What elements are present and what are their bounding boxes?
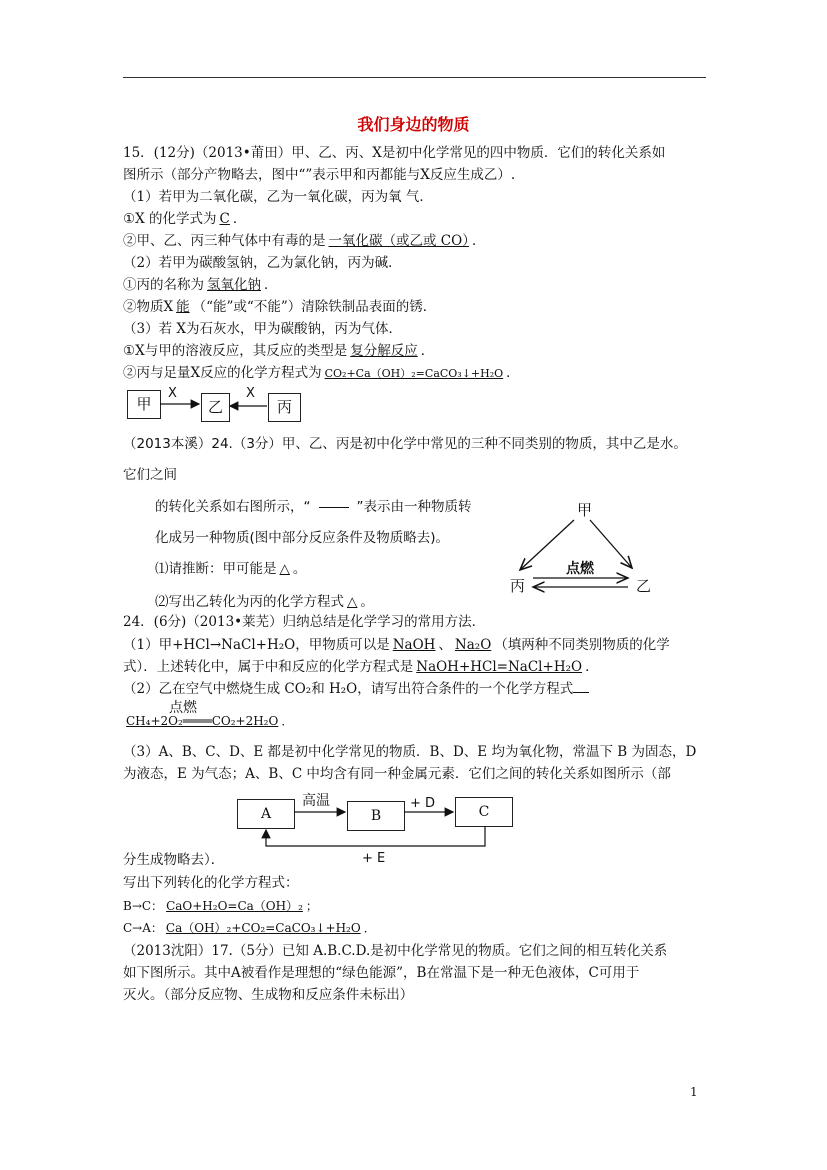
- tri-top-jia: 甲: [577, 501, 593, 519]
- arrow-label-x: X: [168, 386, 177, 401]
- q15-part3-2: ②丙与足量X反应的化学方程式为 CO₂+Ca（OH）₂=CaCO₃↓+H₂O ．: [123, 365, 520, 381]
- answer-blank: CaO+H₂O=Ca（OH）₂: [166, 899, 303, 913]
- q24b-line9: 写出下列转化的化学方程式：: [123, 875, 299, 891]
- node-yi: 乙: [201, 393, 230, 422]
- q17-line2: 如下图所示。其中A被看作是理想的“绿色能源”，B在常温下是一种无色液体，C可用于: [123, 965, 640, 981]
- answer-blank: NaOH+HCl=NaCl+H₂O: [416, 659, 583, 675]
- q24a-line5: ⑴请推断：甲可能是 △ 。: [155, 561, 307, 577]
- condition-ignite: 点燃: [566, 561, 594, 577]
- answer-blank: CO₂+Ca（OH）₂=CaCO₃↓+H₂O: [324, 367, 504, 380]
- condition-ignite: 点燃: [169, 700, 197, 716]
- q15-part1-1: ①X 的化学式为 C ．: [123, 211, 247, 227]
- tri-right-yi: 乙: [636, 577, 652, 595]
- answer-blank: C: [219, 211, 230, 227]
- answer-blank: 一氧化碳（或乙或 CO）: [328, 233, 469, 249]
- q24b-line10: B→C： CaO+H₂O=Ca（OH）₂ ；: [123, 899, 318, 913]
- page-number: 1: [690, 1085, 698, 1099]
- answer-blank: Na₂O: [454, 637, 492, 653]
- answer-blank: 复分解反应: [350, 343, 418, 359]
- q24b-line3: 式）．上述转化中，属于中和反应的化学方程式是 NaOH+HCl=NaCl+H₂O ．: [123, 659, 599, 675]
- q15-part3-1: ①X与甲的溶液反应，其反应的类型是 复分解反应 ．: [123, 343, 435, 359]
- q15-line2: 图所示（部分产物略去，图中“”表示甲和丙都能与X反应生成乙）.: [123, 167, 516, 183]
- q15-line3: （1）若甲为二氧化碳，乙为一氧化碳，丙为氧 气．: [123, 189, 433, 205]
- node-c: C: [455, 797, 513, 827]
- arrow-label-plus-e: + E: [362, 851, 386, 866]
- answer-blank: 氢氧化钠: [207, 277, 261, 293]
- q17-line3: 灭火。（部分反应物、生成物和反应条件未标出）: [123, 987, 414, 1003]
- q24a-line3: 的转化关系如右图所示，“ ”表示由一种物质转: [155, 499, 472, 515]
- q24b-line8: 分生成物略去）．: [123, 852, 225, 868]
- q24b-line2: （1）甲+HCl→NaCl+H₂O，甲物质可以是 NaOH 、 Na₂O （填两种不同类别物质的化学: [123, 637, 670, 653]
- q24a-line1: （2013本溪）24.（3分）甲、乙、丙是初中化学中常见的三种不同类别的物质，其中乙是水。: [123, 436, 687, 452]
- node-b: B: [347, 801, 405, 831]
- q24b-line6: （3）A、B、C、D、E 都是初中化学常见的物质．B、D、E 均为氧化物，常温下 B 为固态，D: [123, 744, 697, 760]
- node-bing: 丙: [268, 393, 301, 422]
- answer-blank: 能: [176, 299, 190, 315]
- node-a: A: [237, 799, 295, 829]
- q24b-line5: CH₄+2O₂════CO₂+2H₂O ．: [123, 711, 293, 731]
- q17-line1: （2013沈阳）17.（5分）已知 A.B.C.D.是初中化学常见的物质。它们之间的相互转化关系: [123, 943, 668, 959]
- arrow-label-plus-d: + D: [410, 796, 436, 811]
- q15-line6: （2）若甲为碳酸氢钠，乙为氯化钠，丙为碱．: [123, 255, 402, 271]
- answer-blank: △: [347, 594, 358, 610]
- answer-blank: △: [279, 561, 290, 577]
- tri-left-bing: 丙: [510, 577, 526, 595]
- arrow-label-high-temp: 高温: [302, 793, 330, 809]
- q15-line1: 15．(12分)（2013•莆田）甲、乙、丙、X是初中化学常见的四中物质．它们的转化关系如: [123, 145, 666, 161]
- arrow-label-x: X: [246, 386, 255, 401]
- q24b-line11: C→A： Ca（OH）₂+CO₂=CaCO₃↓+H₂O ．: [123, 921, 376, 935]
- node-jia: 甲: [127, 390, 161, 419]
- q15-part1-2: ②甲、乙、丙三种气体中有毒的是 一氧化碳（或乙或 CO） ．: [123, 233, 486, 249]
- answer-blank: CH₄+2O₂════CO₂+2H₂O: [126, 714, 279, 728]
- q15-line9: （3）若 X为石灰水，甲为碳酸钠，丙为气体．: [123, 321, 402, 337]
- answer-blank: NaOH: [392, 637, 436, 653]
- page-title: 我们身边的物质: [357, 115, 470, 134]
- q15-part2-1: ①丙的名称为 氢氧化钠 ．: [123, 277, 278, 293]
- q24a-line4: 化成另一种物质(图中部分反应条件及物质略去)。: [155, 530, 450, 546]
- q24b-line4: （2）乙在空气中燃烧生成 CO₂和 H₂O，请写出符合条件的一个化学方程式: [123, 679, 589, 699]
- answer-blank: Ca（OH）₂+CO₂=CaCO₃↓+H₂O: [165, 921, 361, 935]
- q24a-line6: ⑵写出乙转化为丙的化学方程式 △ 。: [155, 594, 374, 610]
- q15-part2-2: ②物质X 能 （“能”或“不能”）清除铁制品表面的锈．: [123, 299, 437, 315]
- q24b-line7: 为液态，E 为气态；A、B、C 中均含有同一种金属元素．它们之间的转化关系如图所示（部: [123, 766, 671, 782]
- q24b-line1: 24．(6分)（2013•莱芜）归纳总结是化学学习的常用方法．: [123, 614, 486, 630]
- q24a-line2: 它们之间: [123, 467, 177, 483]
